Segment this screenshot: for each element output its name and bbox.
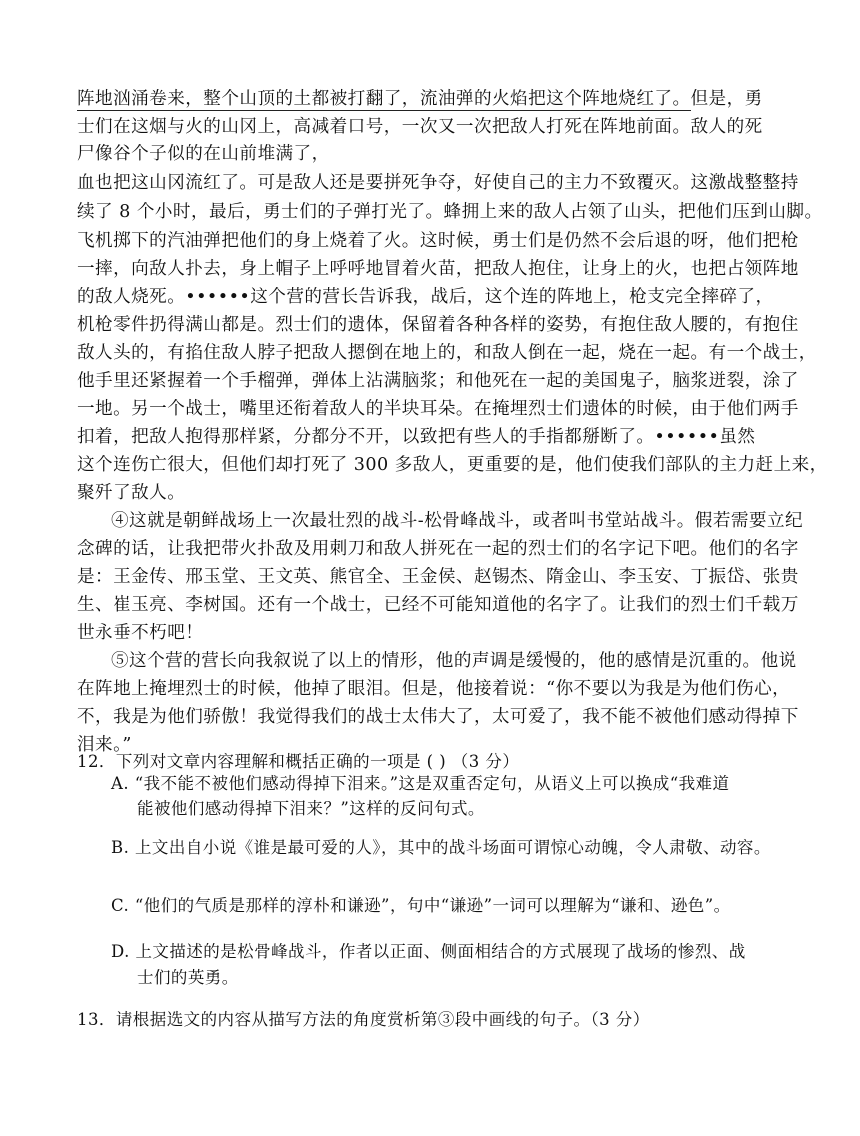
p3-line-4: 血也把这山冈流红了。可是敌人还是要拼死争夺，好使自己的主力不致覆灭。这激战整整持 [77, 173, 799, 193]
question-13-stem: 13．请根据选文的内容从描写方法的角度赏析第③段中画线的句子。（3 分） [77, 1010, 650, 1029]
p3-line-1-rest: 但是，勇 [690, 89, 763, 109]
p5-line-3: 不，我是为他们骄傲！我觉得我们的战士太伟大了，太可爱了，我不能不被他们感动得掉下 [77, 707, 799, 727]
question-12-option-c: C. “他们的气质是那样的淳朴和谦逊”，句中“谦逊”一词可以理解为“谦和、逊色”。 [111, 896, 731, 915]
question-12-option-a-line-2: 能被他们感动得掉下泪来？”这样的反问句式。 [137, 799, 485, 818]
p3-line-3: 尸像谷个子似的在山前堆满了， [77, 144, 330, 164]
question-12-option-d-line-1: D. 上文描述的是松骨峰战斗，作者以正面、侧面相结合的方式展现了战场的惨烈、战 [111, 942, 746, 961]
p3-line-2: 士们在这烟与火的山冈上，高减着口号，一次又一次把敌人打死在阵地前面。敌人的死 [77, 117, 763, 137]
question-12-option-b: B. 上文出自小说《谁是最可爱的人》，其中的战斗场面可谓惊心动魄，令人肃敬、动容。 [111, 838, 771, 857]
question-12-option-a-line-1: A. “我不能不被他们感动得掉下泪来。”这是双重否定句，从语义上可以换成“我难道 [111, 774, 730, 793]
p5-line-4: 泪来。” [77, 735, 132, 755]
p3-line-5: 续了 8 个小时，最后，勇士们的子弹打光了。蜂拥上来的敌人占领了山头，把他们压到山脚。 [77, 202, 823, 222]
p4-line-5: 世永垂不朽吧！ [77, 623, 204, 643]
p4-line-1: ④这就是朝鲜战场上一次最壮烈的战斗-松骨峰战斗，或者叫书堂站战斗。假若需要立纪 [111, 511, 804, 531]
p3-line-9: 机枪零件扔得满山都是。烈士们的遗体，保留着各种各样的姿势，有抱住敌人腰的，有抱住 [77, 315, 799, 335]
p3-line-6: 飞机掷下的汽油弹把他们的身上烧着了火。这时候，勇士们是仍然不会后退的呀，他们把枪 [77, 231, 799, 251]
p5-line-2: 在阵地上掩埋烈士的时候，他掉了眼泪。但是，他接着说：“你不要以为我是为他们伤心， [77, 679, 791, 699]
p3-line-11: 他手里还紧握着一个手榴弹，弹体上沾满脑浆；和他死在一起的美国鬼子，脑浆迸裂，涂了 [77, 371, 799, 391]
p3-line-13: 扣着，把敌人抱得那样紧，分都分不开，以致把有些人的手指都掰断了。••••••虽然 [77, 427, 756, 447]
p3-line-7: 一摔，向敌人扑去，身上帽子上呼呼地冒着火苗，把敌人抱住，让身上的火，也把占领阵地 [77, 259, 799, 279]
question-12-option-d-line-2: 士们的英勇。 [137, 968, 239, 987]
p4-line-2: 念碑的话，让我把带火扑敌及用刺刀和敌人拼死在一起的烈士们的名字记下吧。他们的名字 [77, 539, 799, 559]
p3-line-12: 一地。另一个战士，嘴里还衔着敌人的半块耳朵。在掩埋烈士们遗体的时候，由于他们两手 [77, 399, 799, 419]
p4-line-3: 是：王金传、邢玉堂、王文英、熊官全、王金侯、赵锡杰、隋金山、李玉安、丁振岱、张贵 [77, 567, 799, 587]
p3-line-10: 敌人头的，有掐住敌人脖子把敌人摁倒在地上的，和敌人倒在一起，烧在一起。有一个战士， [77, 343, 817, 363]
p4-line-4: 生、崔玉亮、李树国。还有一个战士，已经不可能知道他的名字了。让我们的烈士们千载万 [77, 595, 799, 615]
underlined-sentence: 阵地汹涌卷来，整个山顶的土都被打翻了，流油弹的火焰把这个阵地烧红了。 [77, 89, 691, 109]
p3-line-15: 聚歼了敌人。 [77, 483, 186, 503]
question-12-stem: 12．下列对文章内容理解和概括正确的一项是 ( ) （3 分） [77, 752, 520, 771]
p3-line-1 [77, 91, 763, 109]
p3-line-8: 的敌人烧死。••••••这个营的营长告诉我，战后，这个连的阵地上，枪支完全摔碎了， [77, 287, 774, 307]
p3-line-14: 这个连伤亡很大，但他们却打死了 300 多敌人，更重要的是，他们使我们部队的主力赶上来， [77, 455, 828, 475]
p5-line-1: ⑤这个营的营长向我叙说了以上的情形，他的声调是缓慢的，他的感情是沉重的。他说 [111, 651, 797, 671]
